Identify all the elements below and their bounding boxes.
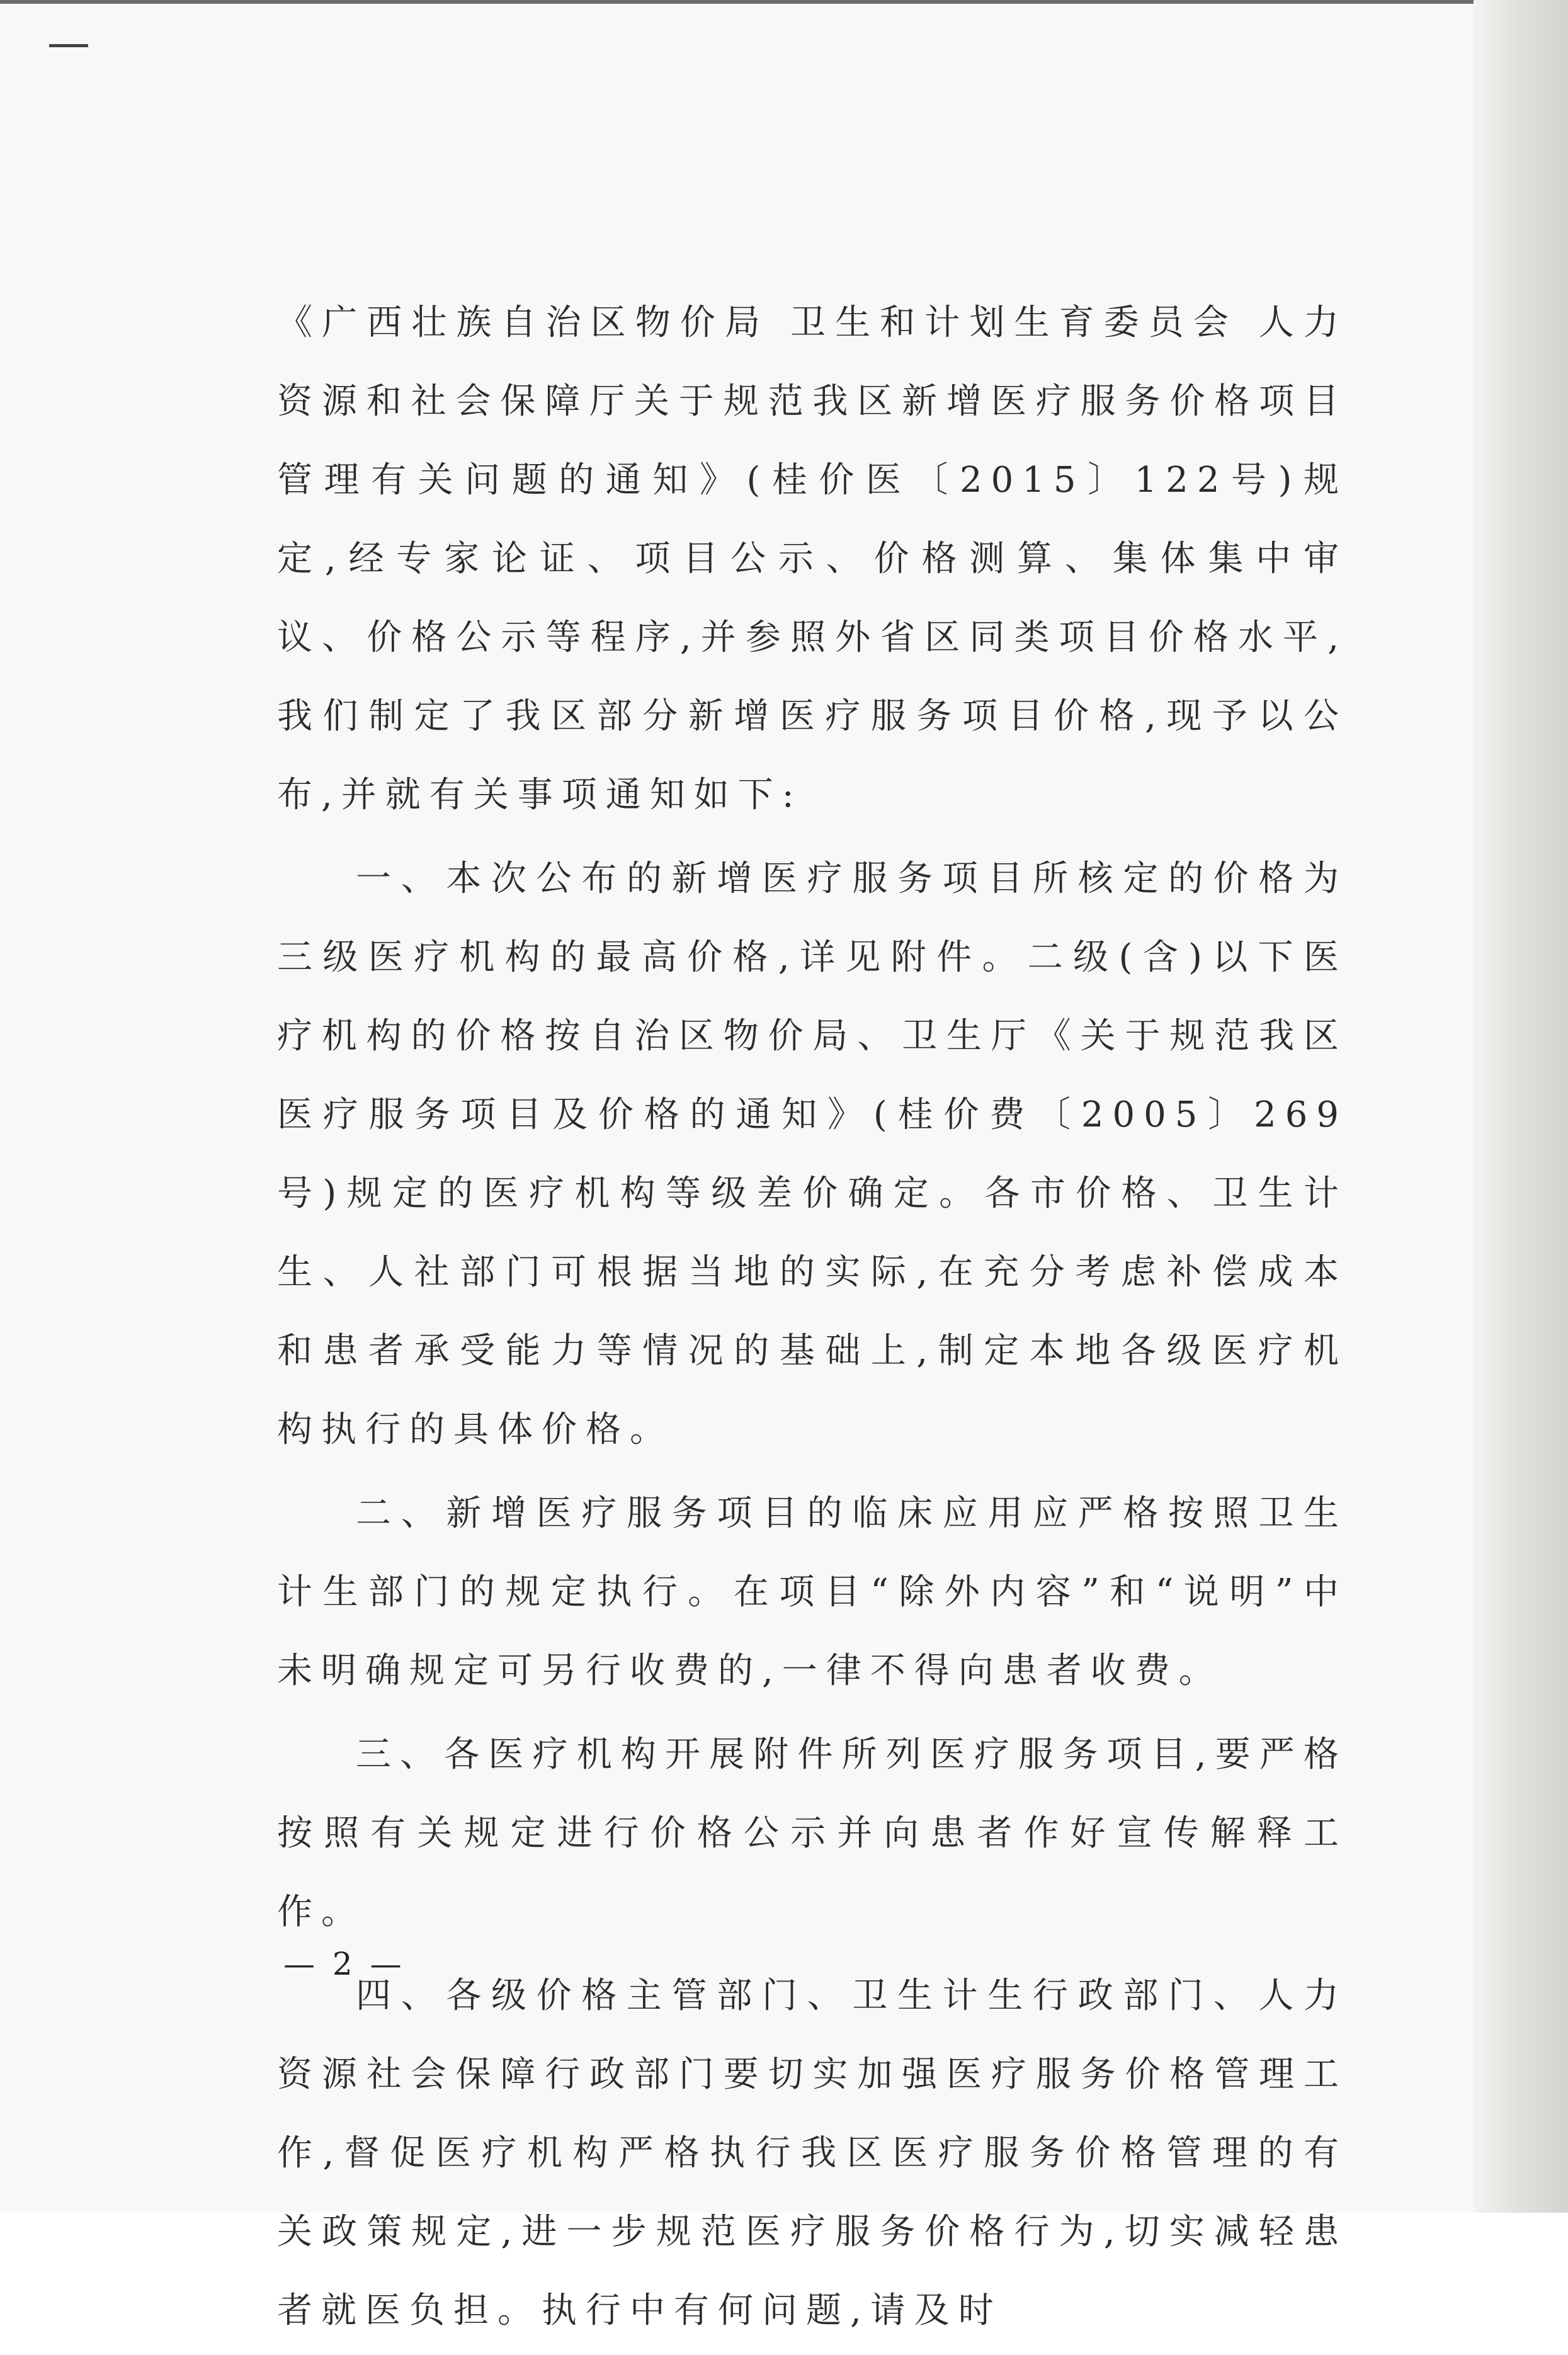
paragraph-item-3: 三、各医疗机构开展附件所列医疗服务项目,要严格按照有关规定进行价格公示并向患者作好宣传解释工作。: [277, 1734, 1348, 1932]
paragraph-intro: 《广西壮族自治区物价局 卫生和计划生育委员会 人力资源和社会保障厅关于规范我区新增医疗服务价格项目管理有关问题的通知》(桂价医〔2015〕122号)规定,经专家论证、项目公示、价格测算、集体集中审议、价格公示等程序,并参照外省区同类项目价格水平,我们制定了我区部分新增医疗服务项目价格,现予以公布,并就有关事项通知如下:: [277, 302, 1348, 815]
page-number: — 2 —: [283, 1946, 406, 1982]
paragraph-item-4: 四、各级价格主管部门、卫生计生行政部门、人力资源社会保障行政部门要切实加强医疗服务价格管理工作,督促医疗机构严格执行我区医疗服务价格管理的有关政策规定,进一步规范医疗服务价格行为,切实减轻患者就医负担。执行中有何问题,请及时: [277, 1975, 1348, 2331]
scan-right-shadow: [1474, 0, 1568, 2213]
paragraph-item-2: 二、新增医疗服务项目的临床应用应严格按照卫生计生部门的规定执行。在项目“除外内容”和“说明”中未明确规定可另行收费的,一律不得向患者收费。: [277, 1493, 1348, 1691]
corner-mark: [49, 44, 88, 47]
scan-top-edge: [0, 0, 1524, 4]
paragraph-item-1: 一、本次公布的新增医疗服务项目所核定的价格为三级医疗机构的最高价格,详见附件。二级(含)以下医疗机构的价格按自治区物价局、卫生厅《关于规范我区医疗服务项目及价格的通知》(桂价费〔2005〕269号)规定的医疗机构等级差价确定。各市价格、卫生计生、人社部门可根据当地的实际,在充分考虑补偿成本和患者承受能力等情况的基础上,制定本地各级医疗机构执行的具体价格。: [277, 858, 1348, 1450]
document-body: [277, 283, 1348, 2355]
